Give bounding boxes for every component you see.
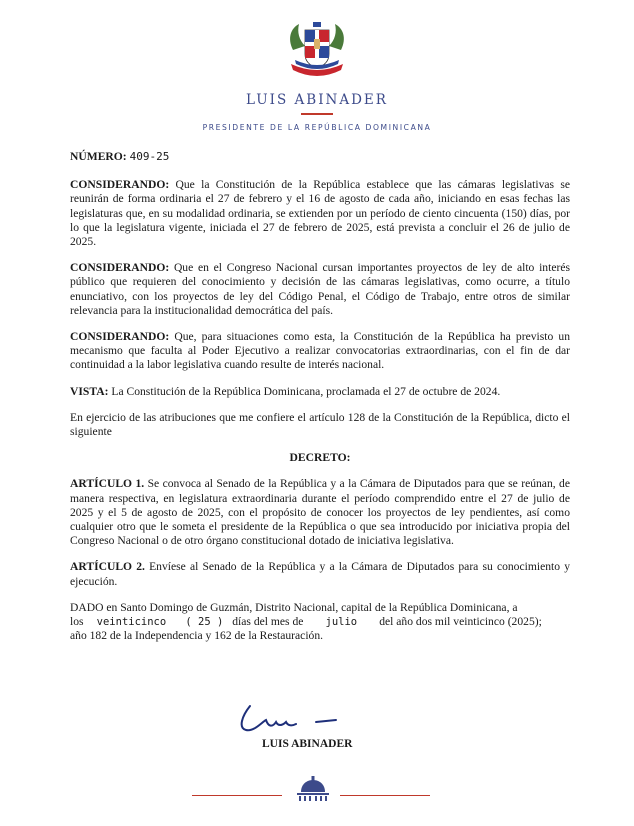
footer-divider-left — [192, 795, 282, 796]
dado-year-text: del año dos mil veinticinco (2025); — [379, 615, 542, 629]
considerando-text: Que la Constitución de la República establece que las cámaras legislativas se reunirán de forma ordinaria el 27 de febrero y el 16 de agosto de cada año, iniciando en esas fechas las legislaturas que, en su modalidad ordinaria, se extienden por un período de ciento cincuenta (150) días, por lo que la legislatura vigente, iniciada el 27 de febrero de 2025, está prevista a concluir el 26 de julio de 2025. — [70, 178, 570, 249]
decree-body — [70, 150, 570, 655]
dado-line-1: DADO en Santo Domingo de Guzmán, Distrito Nacional, capital de la República Dominicana, a — [70, 600, 518, 614]
considerando-text: Que en el Congreso Nacional cursan importantes proyectos de ley de alto interés público que requieren del conocimiento y decisión de las cámaras legislativas, como ocurre, a título enunciativo, con los proyectos de ley del Código Penal, el Código de Trabajo, entre otros de similar relevancia para la institucionalidad democrática del país. — [70, 261, 570, 317]
coat-of-arms-icon — [283, 20, 351, 82]
signature-icon — [232, 700, 352, 740]
decreto-heading: DECRETO: — [289, 451, 351, 465]
vista-label: VISTA: — [70, 384, 109, 398]
articulo-label: ARTÍCULO 1. — [70, 477, 145, 491]
articulo-text: Se convoca al Senado de la República y a la Cámara de Diputados para que se reúnan, de manera respectiva, en legislatura extraordinaria durante el período comprendido entre el 27 de julio de 2025 y el 5 de agosto de 2025, con el propósito de conocer los proyectos de ley pendientes, así como cualquier otro que le someta el presidente de la República o que sea introducido por iniciativa propia del Congreso Nacional o de otro órgano constitucional dotado de iniciativa legislativa. — [70, 477, 570, 548]
header-name: LUIS ABINADER — [246, 92, 388, 108]
considerando-text: Que, para situaciones como esta, la Constitución de la República ha previsto un mecanismo que faculta al Poder Ejecutivo a realizar convocatorias extraordinarias, con el fin de dar continuidad a la labor legislativa cuando resulte de interés nacional. — [70, 330, 570, 372]
articulo-1 — [70, 477, 570, 548]
dado-month: julio — [325, 616, 358, 629]
dado-line-3: año 182 de la Independencia y 162 de la Restauración. — [70, 629, 324, 643]
ejercicio-paragraph: En ejercicio de las atribuciones que me confiere el artículo 128 de la Constitución de la República, dicto el siguiente — [70, 410, 570, 439]
considerando-label: CONSIDERANDO: — [70, 178, 170, 192]
dado-day-number: ( 25 ) — [185, 616, 224, 629]
considerando-label: CONSIDERANDO: — [70, 261, 170, 275]
footer-divider-right — [340, 795, 430, 796]
decree-number — [70, 150, 570, 164]
considerando-2 — [70, 261, 570, 318]
decree-number-label: NÚMERO: — [70, 150, 127, 163]
considerando-1 — [70, 178, 570, 249]
dado-dias-del-mes: días del mes de — [232, 615, 304, 629]
considerando-3 — [70, 330, 570, 373]
considerando-label: CONSIDERANDO: — [70, 330, 170, 344]
articulo-text: Envíese al Senado de la República y a la Cámara de Diputados para su conocimiento y ejecución. — [70, 560, 570, 588]
header-title: PRESIDENTE DE LA REPÚBLICA DOMINICANA — [202, 123, 432, 132]
dado-los: los — [70, 615, 84, 629]
signature-name: LUIS ABINADER — [262, 738, 353, 750]
vista-text: La Constitución de la República Dominicana, proclamada el 27 de octubre de 2024. — [111, 384, 501, 398]
articulo-label: ARTÍCULO 2. — [70, 560, 145, 574]
decree-number-value: 409-25 — [129, 150, 170, 163]
articulo-2 — [70, 560, 570, 588]
dado-paragraph — [70, 601, 570, 644]
header-divider — [301, 113, 333, 115]
vista — [70, 385, 570, 399]
dado-day-words: veinticinco — [96, 616, 167, 629]
palace-dome-icon — [293, 776, 333, 802]
